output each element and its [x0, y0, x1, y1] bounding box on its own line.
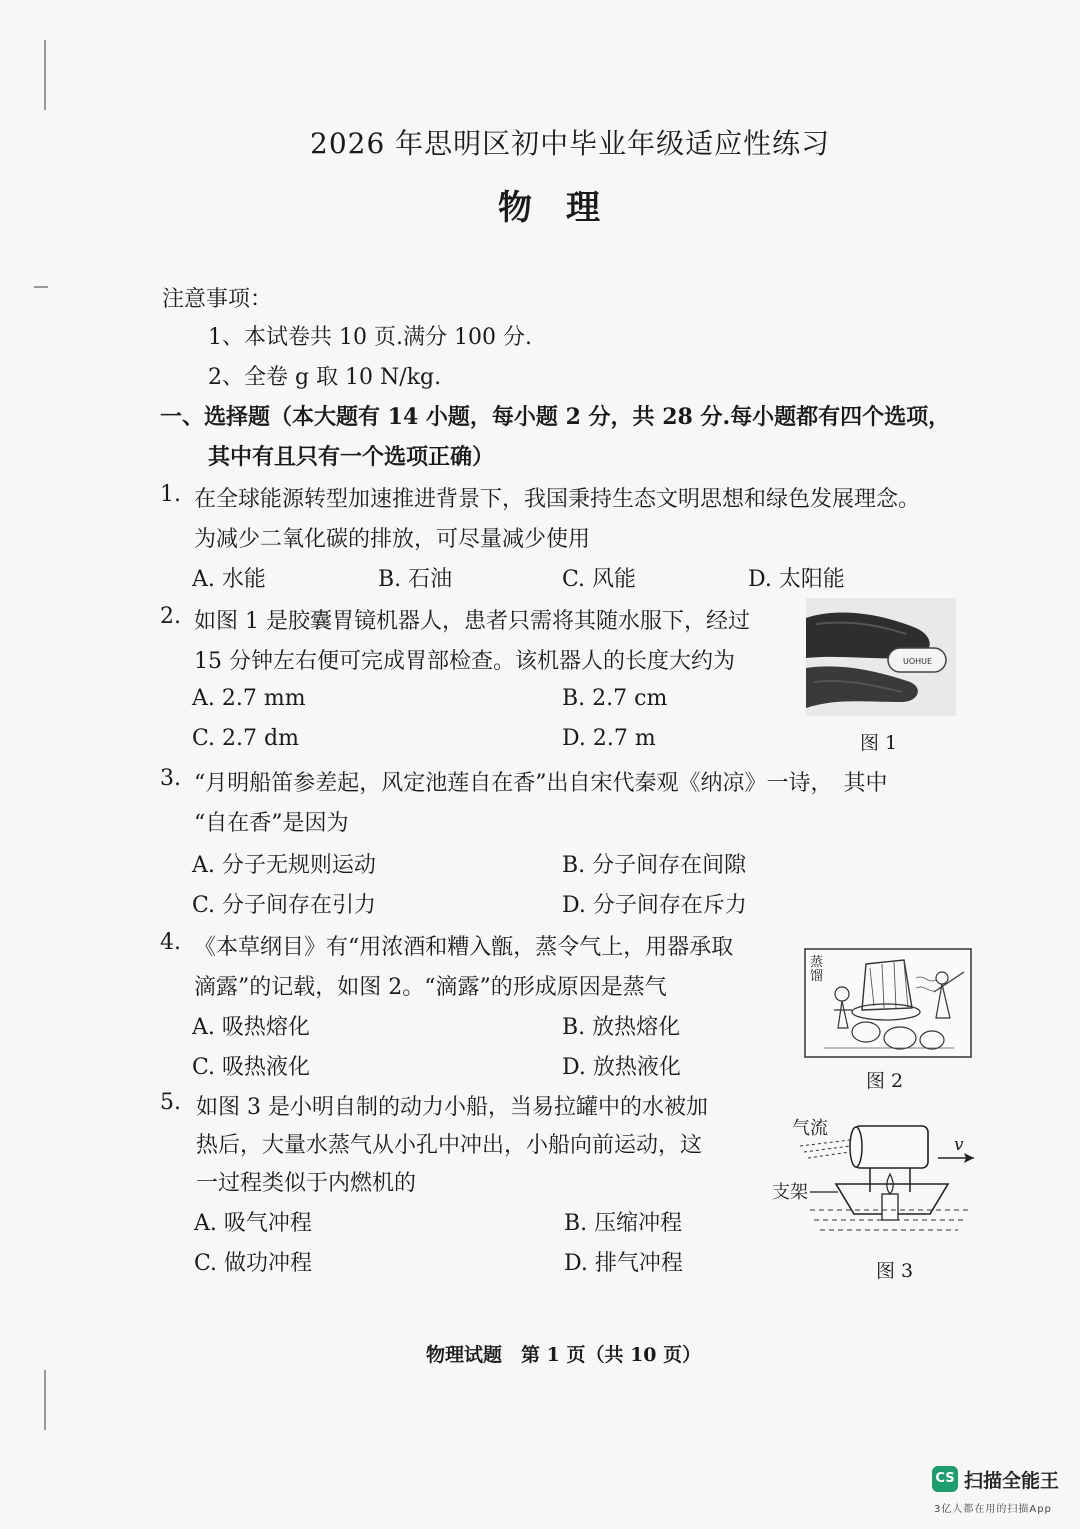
question-number: 2. — [160, 604, 181, 629]
figure-text-liu: 馏 — [810, 969, 824, 984]
option-a: A. 分子无规则运动 — [192, 853, 376, 878]
support-label: 支架 — [772, 1182, 808, 1203]
scanner-app-name: 扫描全能王 — [964, 1470, 1060, 1492]
figure-caption: 图 1 — [860, 732, 898, 754]
question-text: 如图 1 是胶囊胃镜机器人，患者只需将其随水服下，经过 — [194, 609, 750, 634]
page-edge-mark — [34, 286, 48, 288]
option-c: C. 风能 — [562, 567, 637, 592]
option-c: C. 分子间存在引力 — [192, 893, 377, 918]
notes-heading: 注意事项： — [162, 287, 273, 312]
question-text: “月明船笛参差起，风定池莲自在香”出自宋代秦观《纳凉》一诗， 其中 — [194, 771, 888, 796]
figure-text-zheng: 蒸 — [810, 955, 824, 970]
question-text: 为减少二氧化碳的排放，可尽量减少使用 — [194, 527, 591, 552]
option-d: D. 2.7 m — [562, 726, 656, 751]
question-text: “自在香”是因为 — [194, 811, 349, 836]
capsule-robot-figure — [806, 598, 956, 716]
question-text: 15 分钟左右便可完成胃部检查。该机器人的长度大约为 — [194, 649, 735, 674]
question-number: 5. — [160, 1090, 181, 1115]
option-c: C. 2.7 dm — [192, 726, 299, 751]
option-a: A. 水能 — [192, 567, 266, 592]
option-d: D. 太阳能 — [748, 567, 845, 592]
subject-title: 物 理 — [498, 188, 600, 228]
capsule-label: UOHUE — [903, 657, 933, 666]
question-number: 4. — [160, 930, 181, 955]
scanner-logo-icon: CS — [932, 1466, 958, 1492]
page-edge-mark — [44, 1370, 46, 1430]
option-b: B. 分子间存在间隙 — [562, 853, 747, 878]
airflow-label: 气流 — [792, 1118, 828, 1139]
option-b: B. 2.7 cm — [562, 686, 668, 711]
question-text: 一过程类似于内燃机的 — [196, 1171, 417, 1196]
option-a: A. 吸气冲程 — [194, 1211, 312, 1236]
option-d: D. 分子间存在斥力 — [562, 893, 747, 918]
option-c: C. 做功冲程 — [194, 1251, 313, 1276]
section-heading: 一、选择题（本大题有 14 小题，每小题 2 分，共 28 分.每小题都有四个选项， — [160, 404, 951, 430]
option-b: B. 石油 — [378, 567, 453, 592]
option-b: B. 放热熔化 — [562, 1015, 681, 1040]
notes-item: 1、本试卷共 10 页.满分 100 分. — [208, 325, 532, 350]
notes-item: 2、全卷 g 取 10 N/kg. — [208, 365, 442, 390]
velocity-label: v — [954, 1135, 964, 1155]
question-number: 3. — [160, 766, 181, 791]
question-text: 在全球能源转型加速推进背景下，我国秉持生态文明思想和绿色发展理念。 — [194, 487, 921, 512]
steam-boat-diagram — [770, 1110, 980, 1250]
scanner-slogan: 3亿人都在用的扫描App — [934, 1504, 1052, 1515]
question-text: 如图 3 是小明自制的动力小船，当易拉罐中的水被加 — [196, 1095, 708, 1120]
question-number: 1. — [160, 482, 181, 507]
option-d: D. 排气冲程 — [564, 1251, 683, 1276]
option-a: A. 2.7 mm — [192, 686, 306, 711]
option-a: A. 吸热熔化 — [192, 1015, 310, 1040]
option-b: B. 压缩冲程 — [564, 1211, 683, 1236]
figure-caption: 图 2 — [866, 1070, 904, 1092]
figure-caption: 图 3 — [876, 1260, 914, 1282]
page-footer: 物理试题 第 1 页（共 10 页） — [426, 1344, 702, 1366]
distillation-illustration — [804, 948, 972, 1058]
option-d: D. 放热液化 — [562, 1055, 681, 1080]
question-text: 滴露”的记载，如图 2。“滴露”的形成原因是蒸气 — [194, 975, 667, 1000]
question-text: 《本草纲目》有“用浓酒和糟入甑，蒸令气上，用器承取 — [194, 935, 734, 960]
exam-title: 2026 年思明区初中毕业年级适应性练习 — [310, 127, 831, 160]
question-text: 热后，大量水蒸气从小孔中冲出，小船向前运动，这 — [196, 1133, 703, 1158]
section-heading-cont: 其中有且只有一个选项正确） — [208, 444, 495, 470]
option-c: C. 吸热液化 — [192, 1055, 311, 1080]
page-edge-mark — [44, 40, 46, 110]
